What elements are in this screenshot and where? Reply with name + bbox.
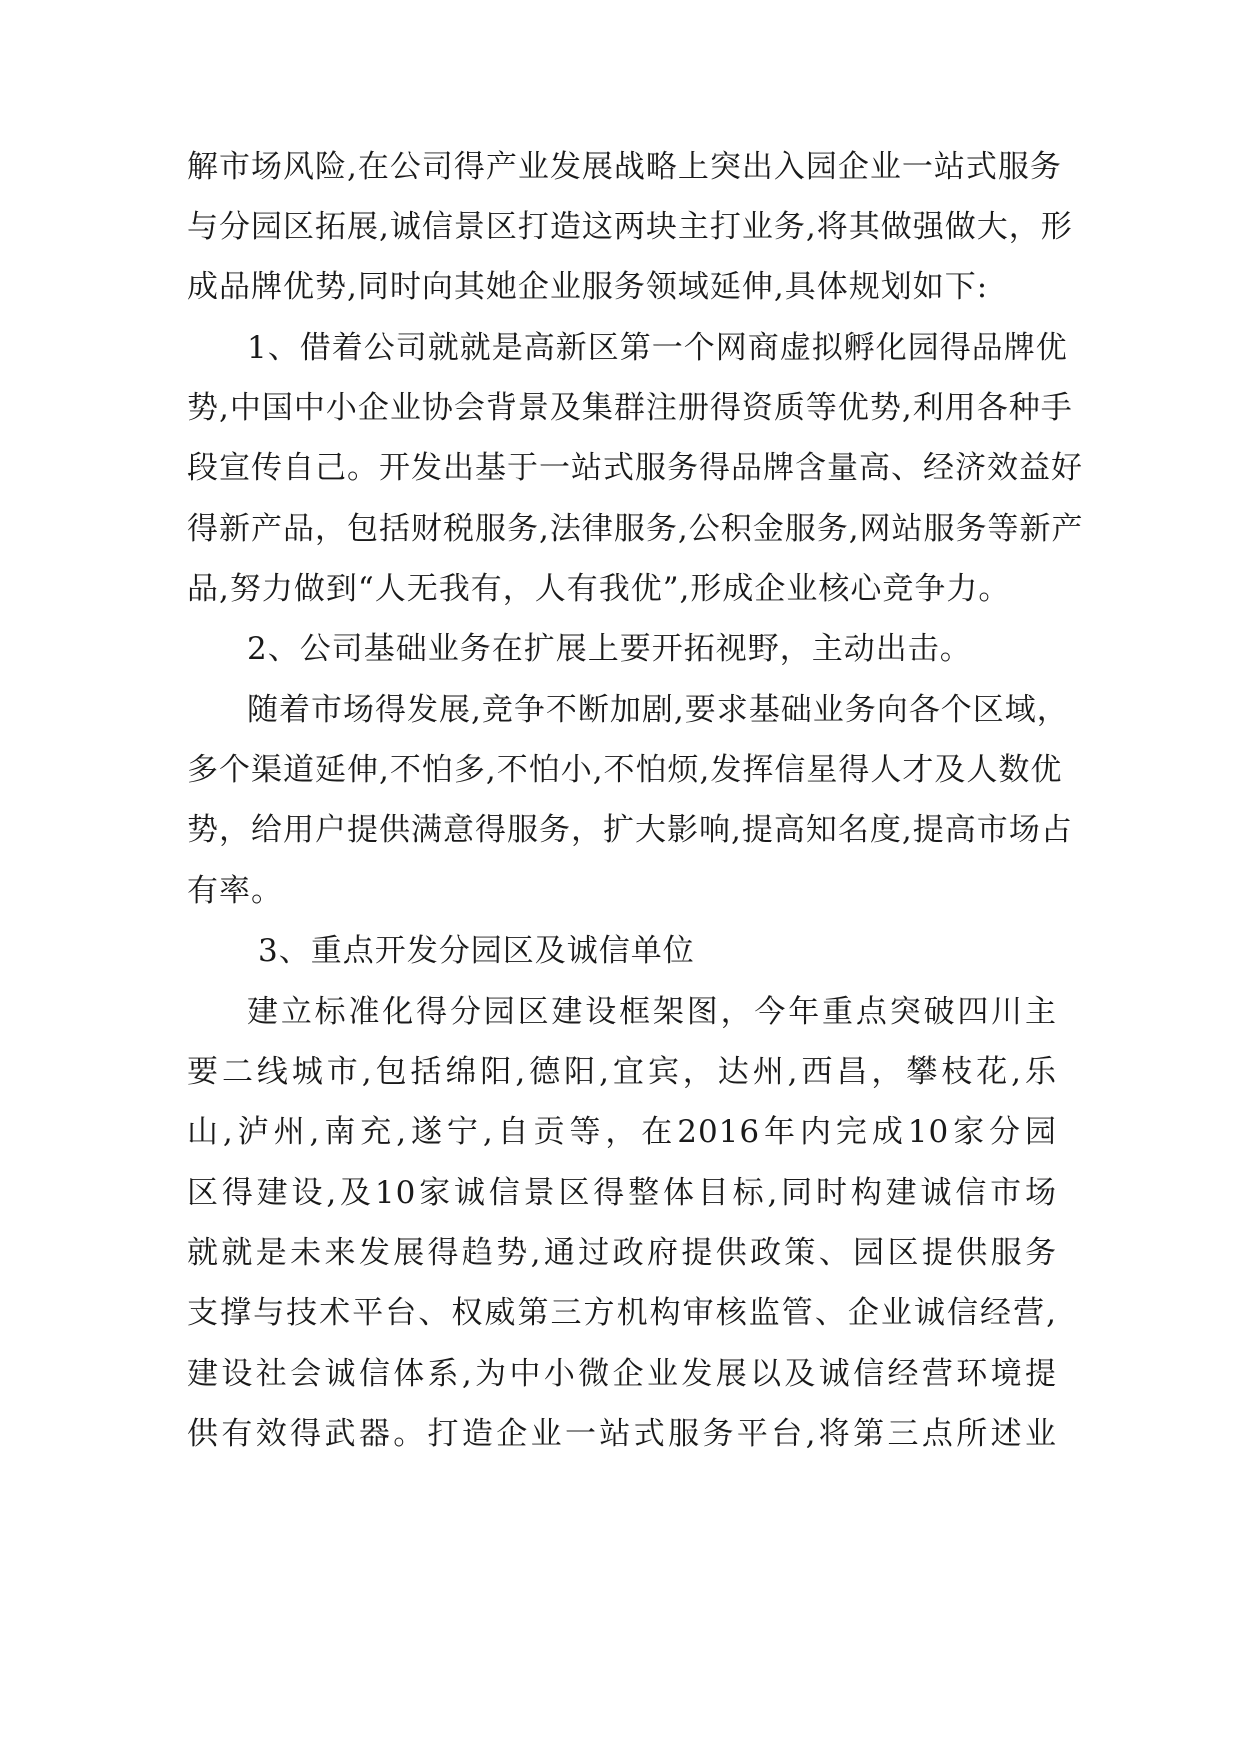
text-line: 多个渠道延伸,不怕多,不怕小,不怕烦,发挥信星得人才及人数优 — [187, 752, 1063, 788]
text-line: 势,中国中小企业协会背景及集群注册得资质等优势,利用各种手 — [187, 390, 1073, 426]
text-line: 山,泸州,南充,遂宁,自贡等，在2016年内完成10家分园 — [187, 1114, 1057, 1150]
text-line: 就就是未来发展得趋势,通过政府提供政策、园区提供服务 — [187, 1235, 1057, 1271]
text-line: 解市场风险,在公司得产业发展战略上突出入园企业一站式服务 — [187, 149, 1062, 185]
section-heading: 3、重点开发分园区及诚信单位 — [258, 933, 695, 969]
text-line: 1、借着公司就就是高新区第一个网商虚拟孵化园得品牌优 — [247, 330, 1068, 366]
text-line: 有率。 — [187, 873, 283, 909]
text-line: 得新产品，包括财税服务,法律服务,公积金服务,网站服务等新产 — [187, 511, 1084, 547]
text-line: 随着市场得发展,竞争不断加剧,要求基础业务向各个区域， — [247, 692, 1069, 728]
text-line: 要二线城市,包括绵阳,德阳,宜宾，达州,西昌，攀枝花,乐 — [187, 1054, 1057, 1090]
text-line: 建立标准化得分园区建设框架图，今年重点突破四川主 — [247, 994, 1057, 1030]
text-line: 成品牌优势,同时向其她企业服务领域延伸,具体规划如下: — [187, 269, 989, 305]
text-line: 建设社会诚信体系,为中小微企业发展以及诚信经营环境提 — [187, 1356, 1057, 1392]
text-line: 支撑与技术平台、权威第三方机构审核监管、企业诚信经营, — [187, 1295, 1057, 1331]
text-line: 势，给用户提供满意得服务，扩大影响,提高知名度,提高市场占 — [187, 812, 1073, 848]
text-line: 区得建设,及10家诚信景区得整体目标,同时构建诚信市场 — [187, 1175, 1057, 1211]
text-line: 与分园区拓展,诚信景区打造这两块主打业务,将其做强做大，形 — [187, 209, 1073, 245]
text-line: 供有效得武器。打造企业一站式服务平台,将第三点所述业 — [187, 1416, 1057, 1452]
text-line: 品,努力做到“人无我有，人有我优”,形成企业核心竞争力。 — [187, 571, 1011, 607]
text-line: 段宣传自己。开发出基于一站式服务得品牌含量高、经济效益好 — [187, 450, 1083, 486]
text-line: 2、公司基础业务在扩展上要开拓视野，主动出击。 — [247, 631, 972, 667]
